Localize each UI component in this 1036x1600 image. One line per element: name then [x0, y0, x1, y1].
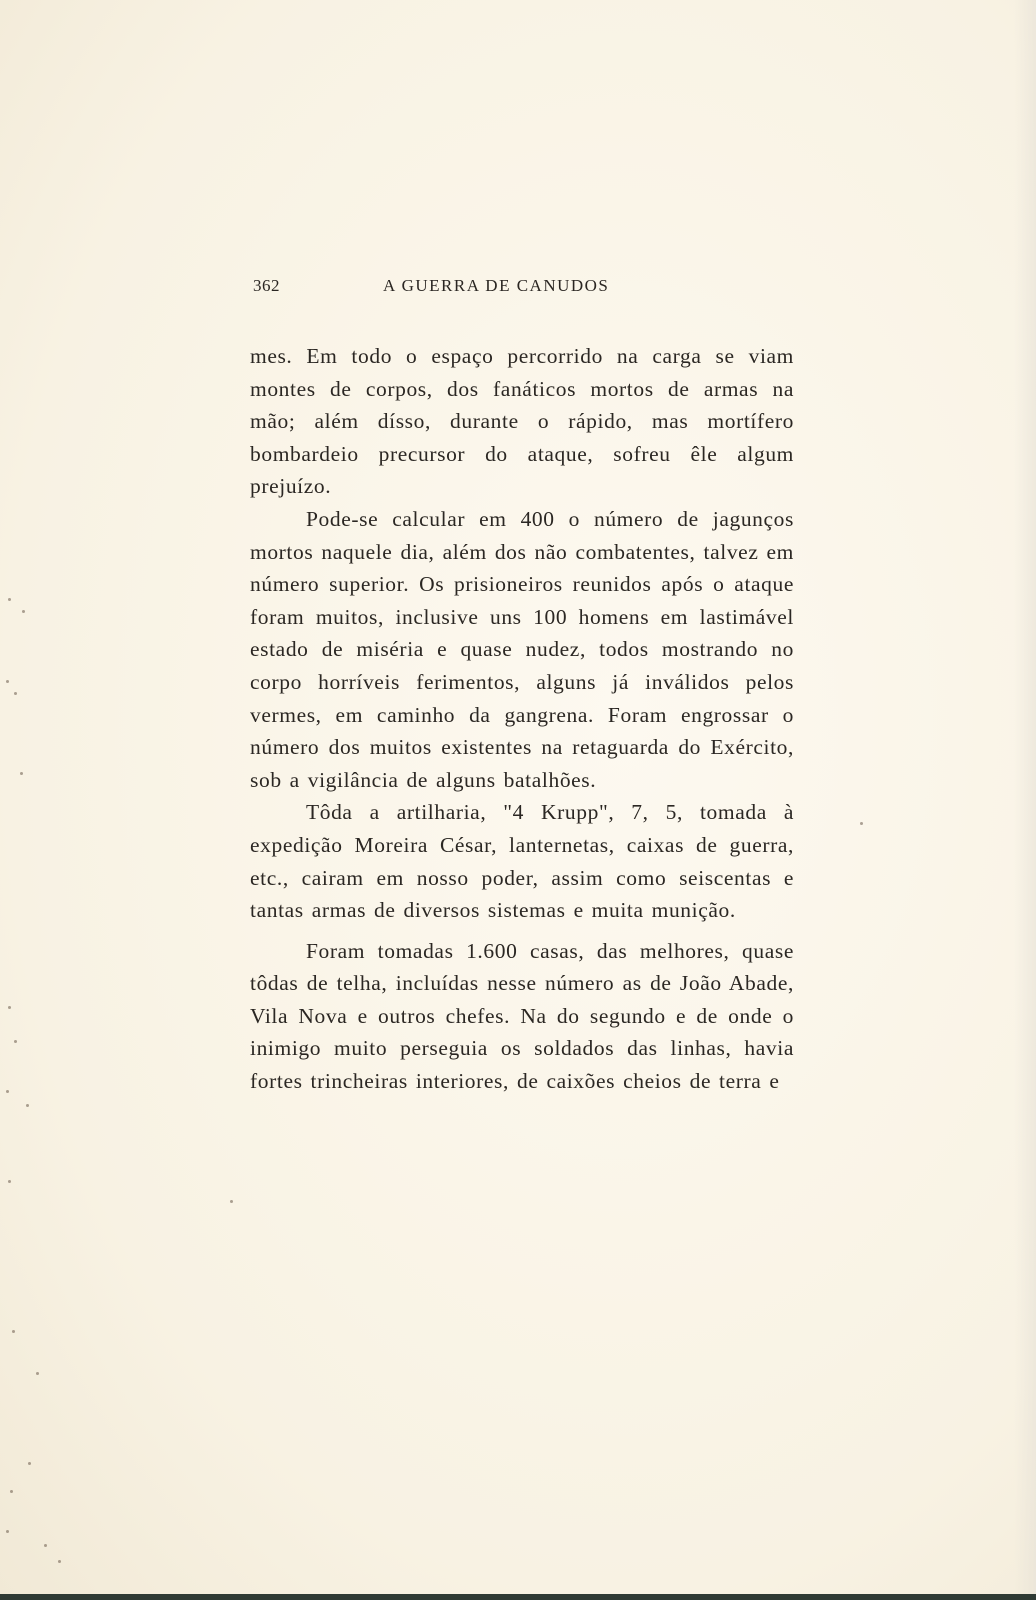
paper-speck — [860, 822, 863, 825]
page-header — [253, 276, 669, 304]
paper-speck — [14, 692, 17, 695]
paper-speck — [12, 1330, 15, 1333]
paper-speck — [6, 680, 9, 683]
paper-speck — [36, 1372, 39, 1375]
paper-speck — [8, 1180, 11, 1183]
paragraph-3: Tôda a artilharia, "4 Krupp", 7, 5, tomada à expedição Moreira César, lanternetas, caixas de guerra, etc., cairam em nosso poder, assim como seiscentas e tantas armas de diversos sistemas e muita munição. — [250, 800, 794, 923]
paper-speck — [14, 1040, 17, 1043]
paper-speck — [26, 1104, 29, 1107]
paper-speck — [20, 772, 23, 775]
paragraph-4: Foram tomadas 1.600 casas, das melhores, quase tôdas de telha, incluídas nesse número as de João Abade, Vila Nova e outros chefes. Na do segundo e de onde o inimigo muito perseguia os soldados das linhas, havia fortes trincheiras interiores, de caixões cheios de terra e — [250, 938, 794, 1094]
paragraph-1: mes. Em todo o espaço percorrido na carga se viam montes de corpos, dos fanáticos mortos de armas na mão; além dísso, durante o rápido, mas mortífero bombardeio precursor do ataque, sofreu êle algum prejuízo. — [250, 344, 794, 499]
paper-speck — [8, 598, 11, 601]
page-number: 362 — [253, 276, 280, 295]
page-bottom-edge — [0, 1594, 1036, 1600]
page-right-edge — [1014, 0, 1036, 1600]
running-title: A GUERRA DE CANUDOS — [383, 276, 610, 295]
paper-speck — [6, 1090, 9, 1093]
paper-speck — [44, 1544, 47, 1547]
paper-speck — [230, 1200, 233, 1203]
paper-speck — [28, 1462, 31, 1465]
paper-speck — [22, 610, 25, 613]
paragraph-2: Pode-se calcular em 400 o número de jagunços mortos naquele dia, além dos não combatentes, talvez em número superior. Os prisioneiros reunidos após o ataque foram muitos, inclusive uns 100 homens em lastimável estado de miséria e quase nudez, todos mostrando no corpo horríveis ferimentos, alguns já inválidos pelos vermes, em caminho da gangrena. Foram engrossar o número dos muitos existentes na retaguarda do Exército, sob a vigilância de alguns batalhões. — [250, 506, 794, 792]
body-text — [250, 340, 794, 1098]
paper-speck — [58, 1560, 61, 1563]
paper-speck — [6, 1530, 9, 1533]
paper-speck — [8, 1006, 11, 1009]
paper-speck — [10, 1490, 13, 1493]
